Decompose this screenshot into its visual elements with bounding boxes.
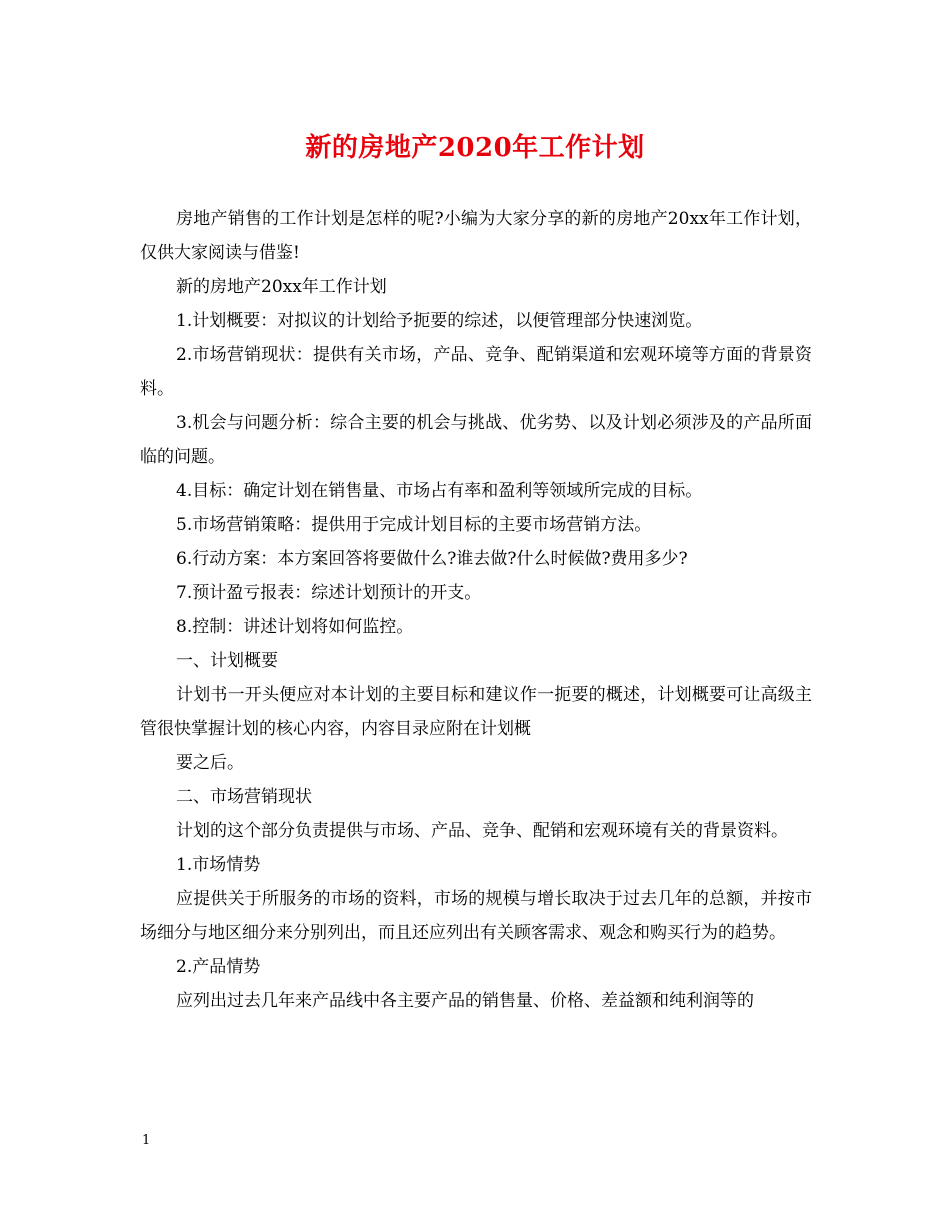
paragraph-product-situation: 应列出过去几年来产品线中各主要产品的销售量、价格、差益额和纯利润等的 <box>176 991 754 1011</box>
paragraph-market-status: 计划的这个部分负责提供与市场、产品、竞争、配销和宏观环境有关的背景资料。 <box>176 821 788 841</box>
section-heading-plan-summary: 一、计划概要 <box>176 651 278 671</box>
list-item-market-status: 2.市场营销现状：提供有关市场，产品、竞争、配销渠道和宏观环境等方面的背景资料。 <box>140 345 812 399</box>
document-title: 新的房地产2020年工作计划 <box>305 133 645 163</box>
paragraph-plan-summary: 计划书一开头便应对本计划的主要目标和建议作一扼要的概述，计划概要可让高级主管很快掌握计划的核心内容，内容目录应附在计划概 <box>140 685 812 739</box>
subheading-market-situation: 1.市场情势 <box>176 855 261 875</box>
paragraph-plan-summary-continued: 要之后。 <box>176 753 244 773</box>
list-item-control: 8.控制：讲述计划将如何监控。 <box>176 617 414 637</box>
list-item-marketing-strategy: 5.市场营销策略：提供用于完成计划目标的主要市场营销方法。 <box>176 515 652 535</box>
subheading-product-situation: 2.产品情势 <box>176 957 261 977</box>
list-item-profit-forecast: 7.预计盈亏报表：综述计划预计的开支。 <box>176 583 482 603</box>
list-item-goals: 4.目标：确定计划在销售量、市场占有率和盈利等领域所完成的目标。 <box>176 481 703 501</box>
paragraph-market-situation: 应提供关于所服务的市场的资料，市场的规模与增长取决于过去几年的总额，并按市场细分与地区细分来分别列出，而且还应列出有关顾客需求、观念和购买行为的趋势。 <box>140 889 812 943</box>
list-item-opportunity-analysis: 3.机会与问题分析：综合主要的机会与挑战、优劣势、以及计划必须涉及的产品所面临的问题。 <box>140 413 812 467</box>
document-body <box>140 202 812 1018</box>
paragraph-subtitle: 新的房地产20xx年工作计划 <box>176 277 387 297</box>
page-number: 1 <box>142 1133 151 1148</box>
list-item-action-plan: 6.行动方案：本方案回答将要做什么?谁去做?什么时候做?费用多少? <box>176 549 688 569</box>
section-heading-market-status: 二、市场营销现状 <box>176 787 312 807</box>
paragraph-intro: 房地产销售的工作计划是怎样的呢?小编为大家分享的新的房地产20xx年工作计划，仅供大家阅读与借鉴! <box>140 209 812 263</box>
list-item-plan-summary: 1.计划概要：对拟议的计划给予扼要的综述，以便管理部分快速浏览。 <box>176 311 703 331</box>
